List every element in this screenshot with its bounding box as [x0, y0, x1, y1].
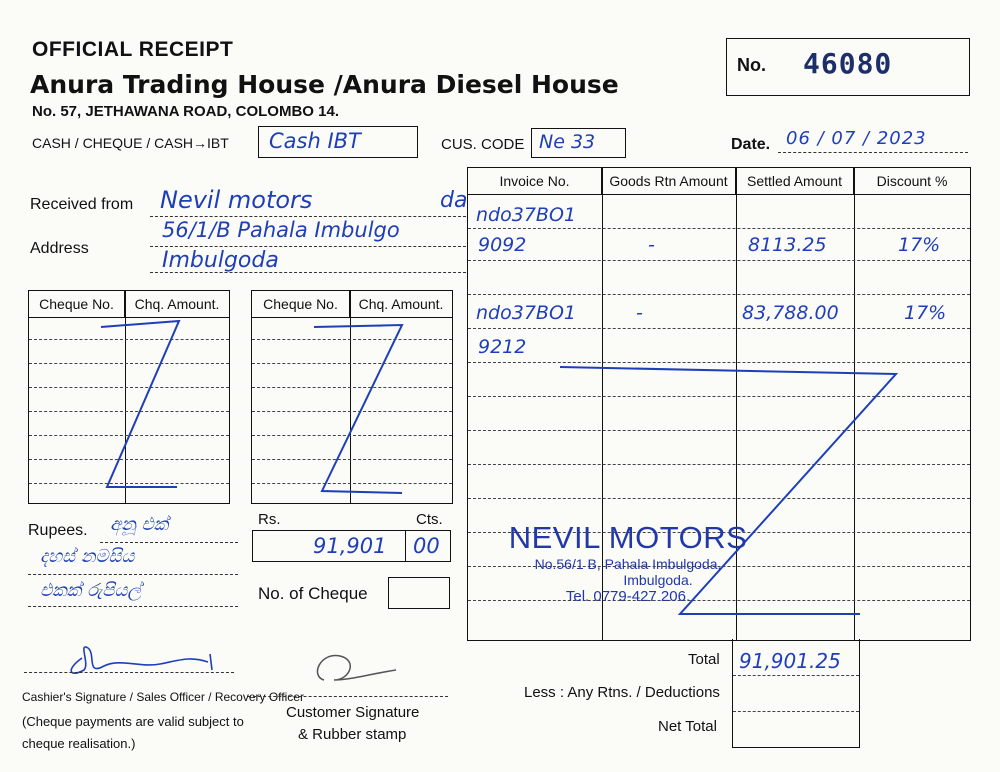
stamp-line-3: Tel. 0779-427 206. [565, 588, 691, 605]
less-label: Less : Any Rtns. / Deductions [524, 684, 720, 701]
invoice-row-2-no: ndo37BO1 [476, 302, 576, 324]
rupees-line-3 [28, 606, 238, 607]
address-line-1 [150, 246, 466, 247]
received-from-label: Received from [30, 196, 134, 213]
customer-line [248, 696, 448, 697]
cashier-note-1: (Cheque payments are valid subject to [22, 714, 244, 729]
rupees-line-2 [28, 574, 238, 575]
invoice-table [467, 167, 971, 641]
received-from-line [150, 216, 466, 217]
invoice-row-1-goods: - [648, 234, 655, 256]
company-name: Anura Trading House /Anura Diesel House [30, 70, 619, 99]
totals-box [732, 639, 860, 748]
invoice-row-2-no-cont: 9212 [478, 336, 527, 358]
address-value-2: Imbulgoda [162, 248, 279, 273]
cus-code-value: Ne 33 [539, 131, 596, 153]
cus-code-label: CUS. CODE [441, 136, 525, 153]
date-label: Date. [731, 136, 771, 153]
customer-label-1: Customer Signature [286, 704, 420, 721]
rupees-label: Rupees. [28, 522, 88, 539]
settled-amount-header: Settled Amount [736, 168, 854, 194]
received-from-value: Nevil motors [160, 186, 313, 214]
no-of-cheque-box [388, 577, 450, 609]
received-from-extra: da [440, 188, 468, 213]
amount-cts-value: 00 [413, 534, 440, 558]
receipt-number-label: No. [737, 55, 766, 75]
cashier-signature [60, 618, 240, 688]
invoice-row-1-settled: 8113.25 [748, 234, 827, 256]
company-address: No. 57, JETHAWANA ROAD, COLOMBO 14. [32, 103, 339, 120]
amount-box [252, 530, 451, 562]
rupees-words-3: එකක් රුපියල් [40, 580, 142, 601]
receipt-title: OFFICIAL RECEIPT [32, 38, 234, 61]
address-value-1: 56/1/B Pahala Imbulgo [162, 218, 400, 242]
stamp-line-2: Imbulgoda. [623, 572, 693, 588]
rubber-stamp [488, 520, 768, 605]
cancel-z-left [29, 291, 229, 503]
chq-amount-header: Chq. Amount. [134, 296, 220, 312]
total-label: Total [688, 651, 720, 668]
chq-amount-header-2: Chq. Amount. [358, 296, 444, 312]
receipt-number-value: 46080 [803, 47, 893, 80]
invoice-row-1-discount: 17% [898, 234, 941, 256]
address-label: Address [30, 240, 89, 257]
payment-type-label: CASH / CHEQUE / CASH→IBT [32, 135, 229, 151]
payment-type-value: Cash IBT [269, 129, 361, 153]
date-value: 06 / 07 / 2023 [786, 128, 927, 149]
invoice-row-2-goods: - [636, 302, 643, 324]
cashier-line [24, 672, 234, 673]
net-total-label: Net Total [658, 718, 717, 735]
amount-rs-value: 91,901 [313, 534, 387, 558]
receipt-number-box [726, 38, 970, 96]
rupees-words-2: දහස් නමසිය [40, 546, 135, 567]
cheque-no-header: Cheque No. [29, 291, 125, 317]
cashier-note-2: cheque realisation.) [22, 736, 136, 751]
stamp-name: NEVIL MOTORS [508, 520, 748, 555]
total-value: 91,901.25 [739, 649, 841, 673]
invoice-row-2-discount: 17% [904, 302, 947, 324]
customer-label-2: & Rubber stamp [298, 726, 407, 743]
invoice-row-1-no: ndo37BO1 [476, 204, 576, 226]
cheque-no-header-2: Cheque No. [252, 291, 350, 317]
invoice-row-1-no-cont: 9092 [478, 234, 527, 256]
date-line [778, 152, 968, 153]
stamp-line-1: No.56/1 B, Pahala Imbulgoda, [534, 556, 722, 572]
cus-code-box [531, 128, 626, 158]
rupees-words-1: අනූ එක් [110, 514, 169, 535]
rs-label: Rs. [258, 511, 281, 528]
payment-type-box [258, 126, 418, 158]
cancel-z-right [252, 291, 452, 503]
cashier-label: Cashier's Signature / Sales Officer / Recovery Officer [22, 690, 304, 704]
cheque-table-left [28, 290, 230, 504]
rupees-line-1 [100, 542, 238, 543]
no-of-cheque-label: No. of Cheque [258, 584, 368, 603]
customer-signature [300, 640, 420, 700]
invoice-row-2-settled: 83,788.00 [742, 302, 839, 324]
cts-label: Cts. [416, 511, 443, 528]
cheque-table-right [251, 290, 453, 504]
goods-rtn-header: Goods Rtn Amount [602, 168, 736, 194]
invoice-no-header: Invoice No. [468, 168, 602, 194]
discount-header: Discount % [876, 173, 948, 189]
